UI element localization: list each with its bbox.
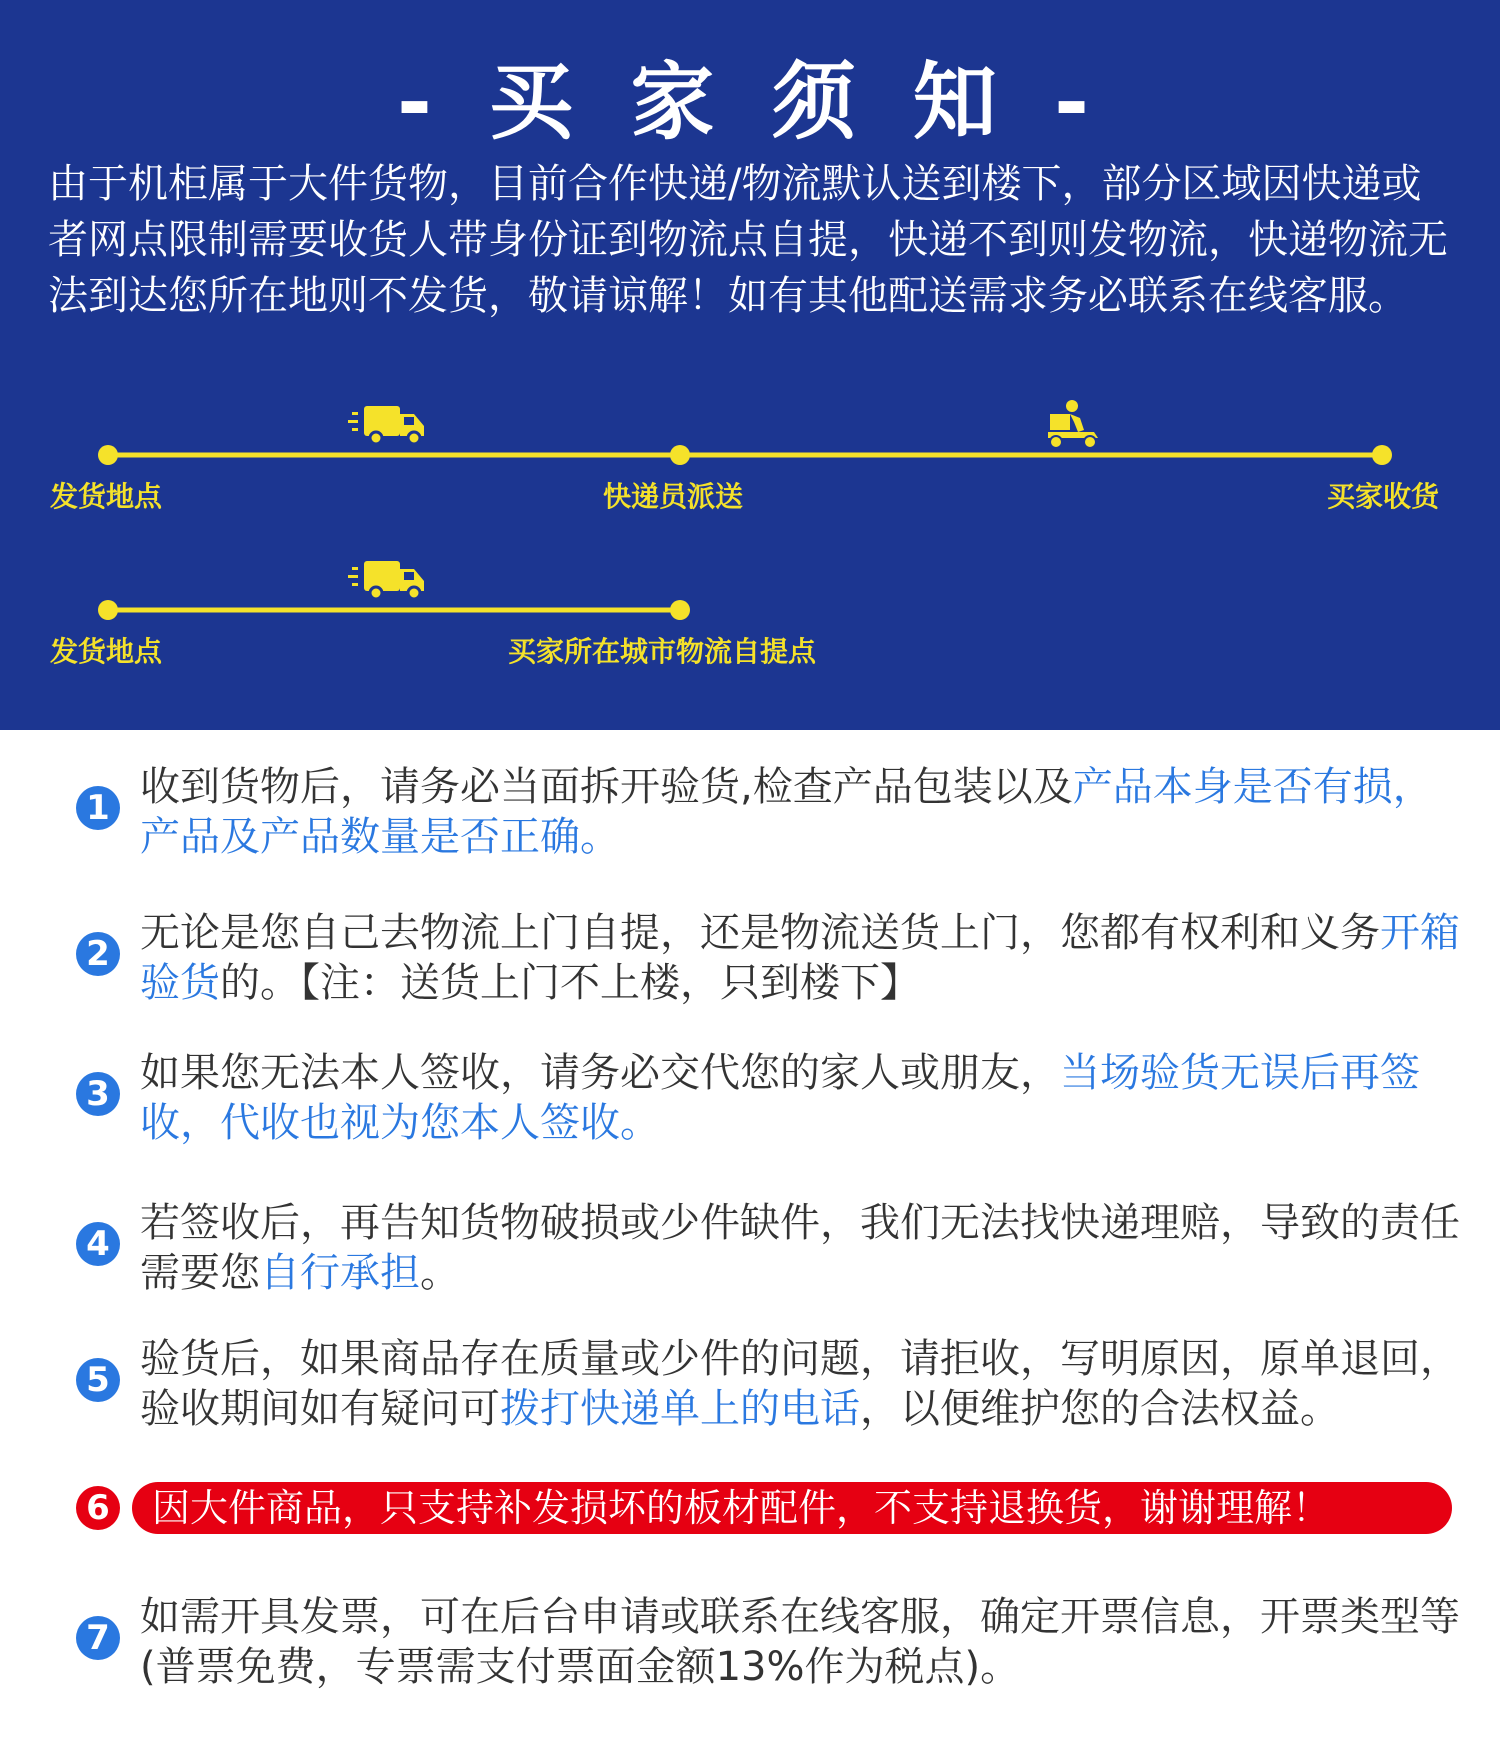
notice-item-6-warning (76, 1482, 1476, 1534)
notice-number-badge: 3 (76, 1072, 120, 1116)
route-stop-dot (670, 445, 690, 465)
notice-highlight: 拨打快递单上的电话 (500, 1386, 860, 1432)
stop-label-buyer: 买家收货 (1327, 480, 1440, 513)
notice-text-part: 如果您无法本人签收，请务必交代您的家人或朋友， (140, 1050, 1060, 1096)
route-line-home (0, 390, 1500, 510)
notice-highlight: 产品本身是否有损，产品及产品数量是否正确。 (140, 764, 1433, 860)
notice-text-part: 的。【注：送货上门不上楼，只到楼下】 (220, 960, 920, 1006)
notice-text (140, 1198, 1470, 1298)
notice-number-badge: 5 (76, 1358, 120, 1402)
page-title: - 买 家 须 知 - (397, 53, 1103, 151)
shipping-intro-text: 由于机柜属于大件货物，目前合作快递/物流默认送到楼下，部分区域因快递或者网点限制需要收货人带身份证到物流点自提，快递不到则发物流，快递物流无法到达您所在地则不发货，敬请谅解！如有其他配送需求务必联系在线客服。 (48, 161, 1448, 319)
route-stop-dot (98, 445, 118, 465)
notice-number-badge: 6 (76, 1486, 120, 1530)
notice-text-part: 若签收后，再告知货物破损或少件缺件，我们无法找快递理赔，导致的责任需要您 (140, 1200, 1460, 1296)
truck-icon (348, 406, 424, 444)
stop-label-origin: 发货地点 (50, 480, 163, 513)
notice-highlight: 开箱验货 (140, 910, 1460, 1006)
buyer-notice-header (0, 0, 1500, 730)
route-stop-dot (670, 600, 690, 620)
notice-text: 如需开具发票，可在后台申请或联系在线客服，确定开票信息，开票类型等(普票免费，专票需支付票面金额13%作为税点)。 (140, 1594, 1460, 1690)
notice-list (0, 730, 1500, 1738)
notice-text (140, 1334, 1470, 1434)
route-stop-dot (1372, 445, 1392, 465)
notice-highlight: 自行承担 (260, 1250, 420, 1296)
stop-label-courier: 快递员派送 (603, 480, 744, 513)
notice-text-part: 无论是您自己去物流上门自提，还是物流送货上门，您都有权利和义务 (140, 910, 1380, 956)
warning-text: 因大件商品，只支持补发损坏的板材配件，不支持退换货，谢谢理解！ (152, 1486, 1331, 1530)
delivery-route-home (0, 390, 1500, 513)
notice-text (140, 1048, 1470, 1148)
notice-highlight: 当场验货无误后再签收，代收也视为您本人签收。 (140, 1050, 1420, 1146)
stop-label-origin: 发货地点 (50, 635, 163, 668)
truck-icon (348, 561, 424, 599)
notice-text-part: 验货后，如果商品存在质量或少件的问题，请拒收，写明原因，原单退回，验收期间如有疑问可 (140, 1336, 1460, 1432)
courier-scooter-icon (1048, 400, 1098, 448)
notice-number-badge: 1 (76, 786, 120, 830)
notice-text-part: 。 (420, 1250, 460, 1296)
notice-number-badge: 2 (76, 932, 120, 976)
delivery-route-pickup (0, 545, 1500, 668)
notice-number-badge: 7 (76, 1616, 120, 1660)
notice-text (140, 908, 1470, 1008)
route-stop-dot (98, 600, 118, 620)
notice-text-part: 收到货物后，请务必当面拆开验货,检查产品包装以及 (140, 764, 1073, 810)
notice-text-part: ，以便维护您的合法权益。 (860, 1386, 1340, 1432)
stop-label-pickup-point: 买家所在城市物流自提点 (508, 635, 817, 668)
notice-text (140, 762, 1470, 862)
notice-number-badge: 4 (76, 1222, 120, 1266)
